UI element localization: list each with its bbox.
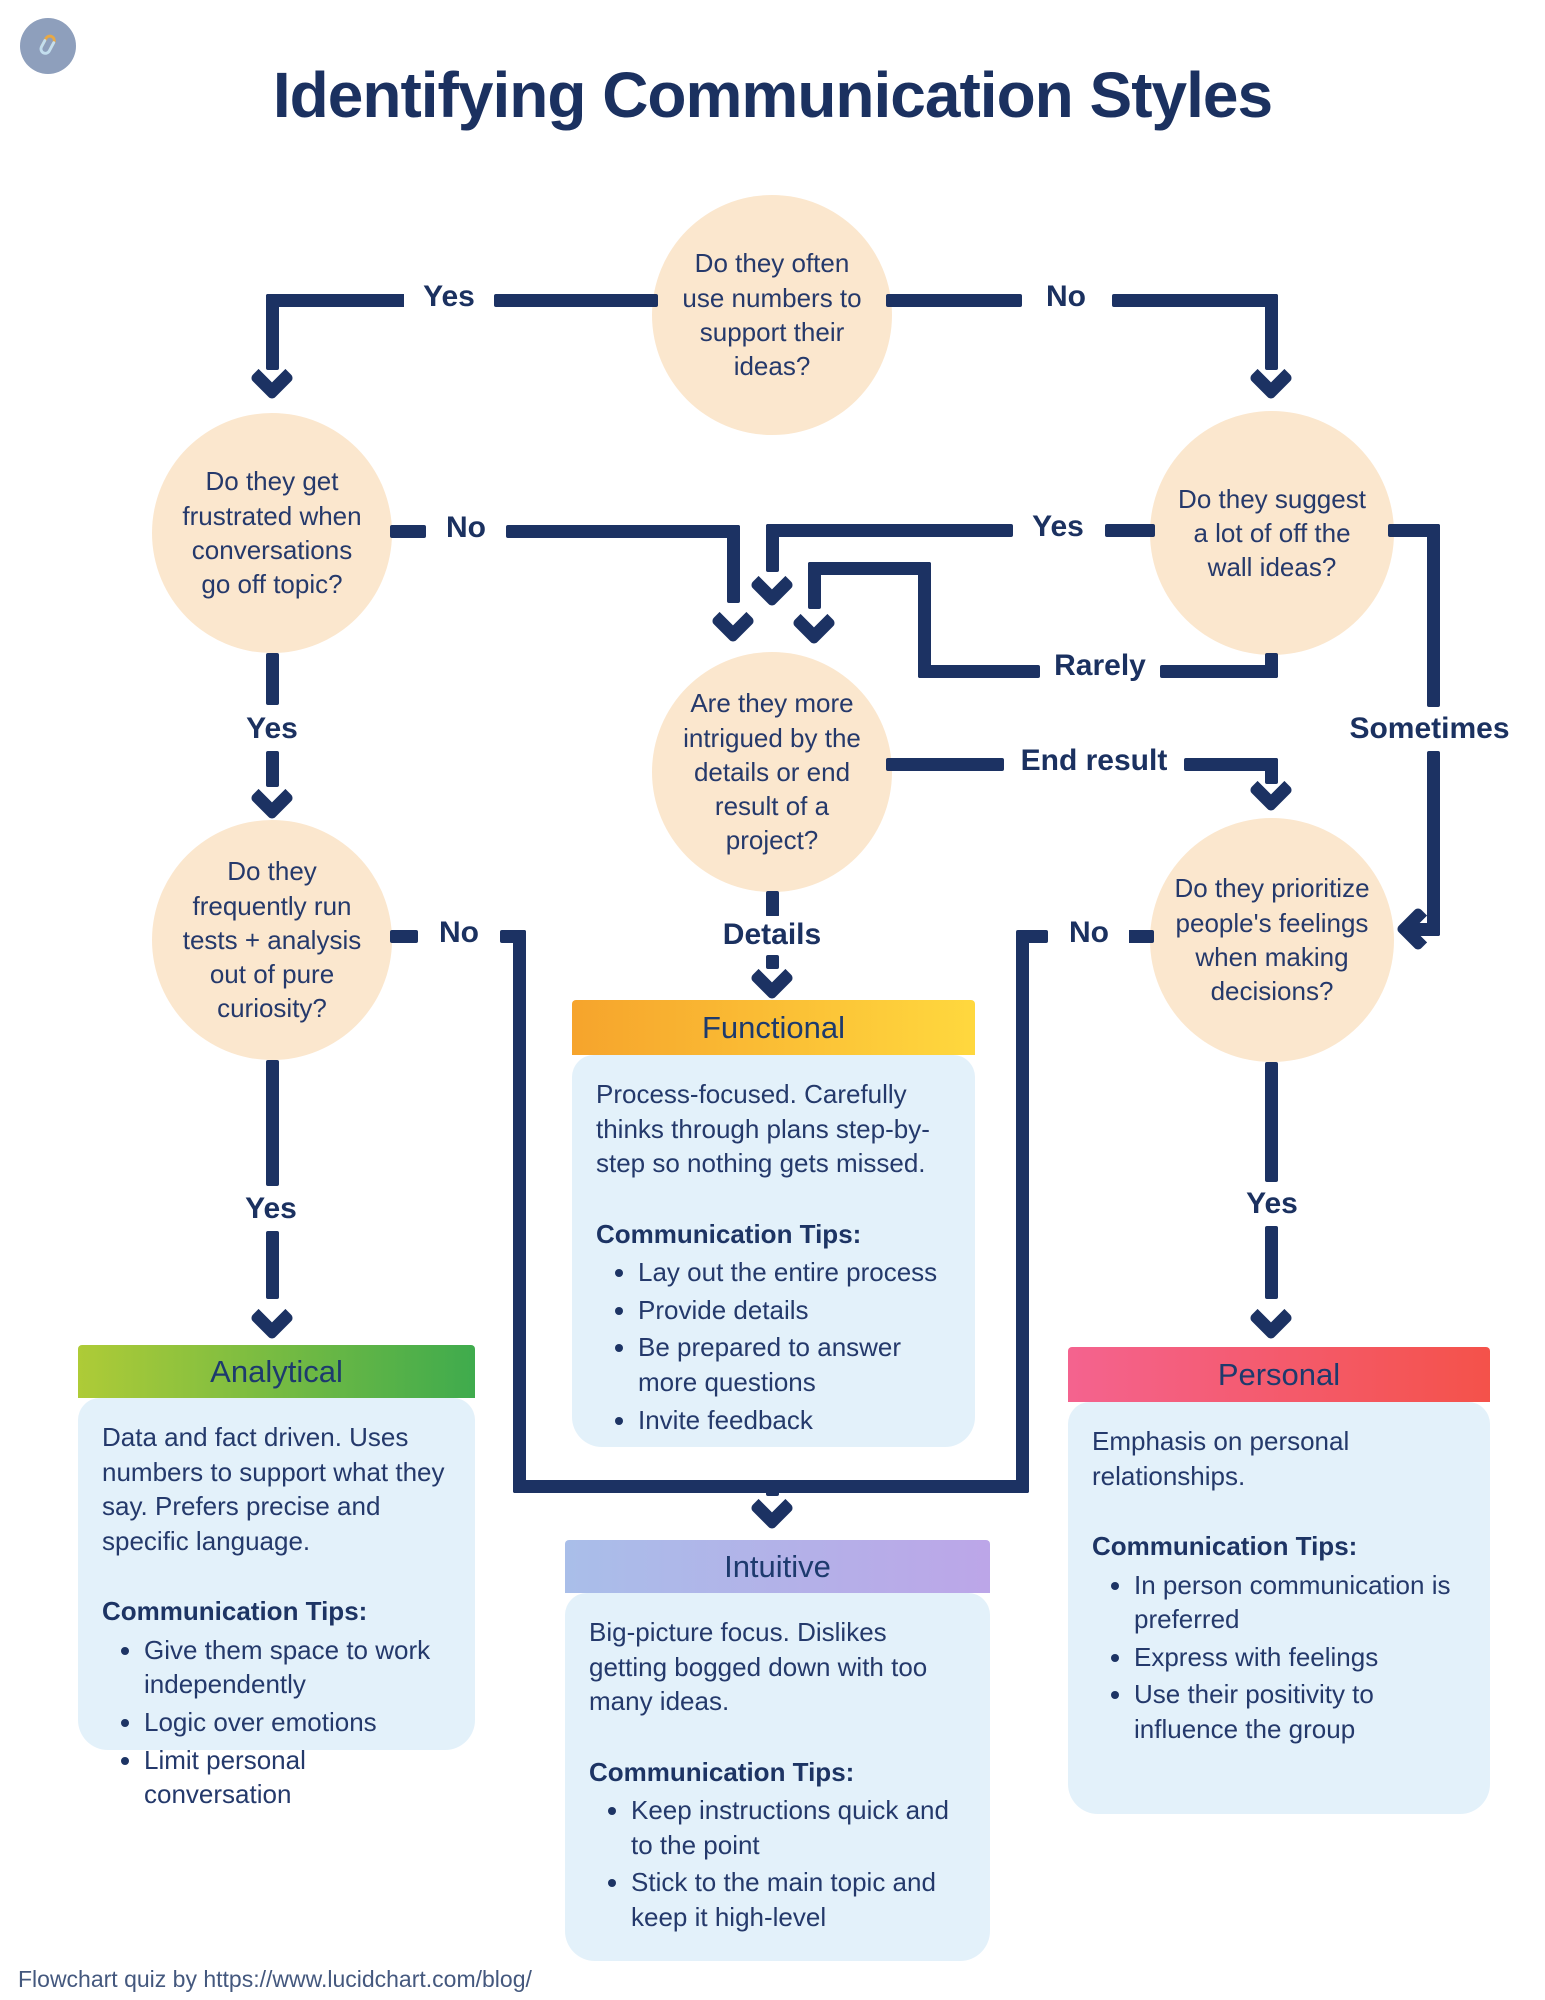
edge-label-top-no: No — [1026, 277, 1106, 317]
result-title: Personal — [1217, 1356, 1341, 1392]
connector-lower-left-no — [513, 930, 526, 1493]
question-circle-numbers — [652, 195, 892, 435]
connector-top-no — [886, 294, 1022, 307]
connector-mid-left-yes — [266, 653, 279, 705]
connector-rarely — [808, 562, 931, 575]
result-description: Process-focused. Carefully thinks through plans step-by-step so nothing gets missed. — [596, 1079, 930, 1179]
edge-label-left-no: No — [426, 508, 506, 548]
result-card-intuitive-body — [565, 1593, 990, 1961]
tip-item: • In person communication is preferred — [1134, 1568, 1466, 1637]
edge-label-sometimes: Sometimes — [1344, 709, 1515, 749]
tips-heading: Communication Tips: — [1092, 1531, 1358, 1562]
connector-rarely — [1160, 665, 1278, 678]
arrowhead-down-icon — [791, 600, 836, 645]
question-text: Do they suggest a lot of off the wall ideas? — [1178, 483, 1366, 583]
edge-label-lower-right-yes: Yes — [1227, 1184, 1317, 1224]
tips-heading: Communication Tips: — [589, 1756, 855, 1787]
edge-label-right-yes: Yes — [1013, 507, 1103, 547]
arrowhead-down-icon — [1248, 767, 1293, 812]
result-description: Big-picture focus. Dislikes getting bogged down with too many ideas. — [589, 1617, 928, 1717]
tips-list — [596, 1255, 951, 1437]
tip-item: • Provide details — [638, 1293, 951, 1328]
arrowhead-down-icon — [749, 562, 794, 607]
connector-left-no — [727, 525, 740, 603]
connector-lower-left-yes — [266, 1231, 279, 1299]
connector-end-result — [1184, 758, 1278, 771]
result-card-functional-body — [572, 1055, 975, 1447]
arrowhead-down-icon — [1248, 355, 1293, 400]
result-description: Emphasis on personal relationships. — [1092, 1426, 1350, 1491]
tips-list — [102, 1633, 451, 1812]
arrowhead-down-icon — [710, 598, 755, 643]
connector-sometimes — [1427, 751, 1440, 936]
tip-item: • Invite feedback — [638, 1403, 951, 1438]
edge-label-mid-left-yes: Yes — [227, 709, 317, 749]
result-title: Analytical — [210, 1353, 343, 1389]
connector-details — [766, 891, 779, 917]
question-text: Are they more intrigued by the details or end result of a project? — [683, 688, 861, 856]
tip-item: • Be prepared to answer more questions — [638, 1330, 951, 1399]
question-text: Do they prioritize people's feelings when making decisions? — [1174, 873, 1370, 1007]
question-circle-off-the-wall — [1150, 411, 1394, 655]
connector-right-yes — [766, 524, 1013, 537]
connector-rarely — [918, 562, 931, 678]
arrowhead-down-icon — [1248, 1295, 1293, 1340]
result-card-personal-body — [1068, 1402, 1490, 1814]
question-circle-frustrated — [152, 413, 392, 653]
tip-item: • Logic over emotions — [144, 1705, 451, 1740]
connector-left-no — [390, 525, 426, 538]
connector-lower-right-no — [1126, 930, 1154, 943]
arrowhead-down-icon — [749, 955, 794, 1000]
connector-lower-left-yes — [266, 1060, 279, 1186]
connector-end-result — [886, 758, 1004, 771]
tip-item: • Keep instructions quick and to the point — [631, 1793, 966, 1862]
tip-item: • Limit personal conversation — [144, 1743, 451, 1812]
edge-label-lower-left-yes: Yes — [226, 1189, 316, 1229]
connector-lower-right-no — [1016, 930, 1029, 1493]
tips-heading: Communication Tips: — [102, 1596, 368, 1627]
tip-item: • Stick to the main topic and keep it high-level — [631, 1865, 966, 1934]
result-description: Data and fact driven. Uses numbers to support what they say. Prefers precise and specific language. — [102, 1422, 445, 1556]
connector-lower-right-yes — [1265, 1062, 1278, 1182]
question-text: Do they frequently run tests + analysis out of pure curiosity? — [182, 856, 362, 1024]
connector-right-yes — [1105, 524, 1155, 537]
result-title: Intuitive — [724, 1548, 831, 1584]
arrowhead-down-icon — [249, 1295, 294, 1340]
connector-lower-right-yes — [1265, 1226, 1278, 1299]
connector-lower-left-no — [390, 930, 418, 943]
result-title: Functional — [701, 1009, 846, 1045]
question-circle-feelings — [1150, 818, 1394, 1062]
tips-list — [1092, 1568, 1466, 1747]
question-text: Do they get frustrated when conversations go off topic? — [182, 466, 362, 600]
edge-label-rarely: Rarely — [1040, 646, 1160, 686]
tip-item: • Lay out the entire process — [638, 1255, 951, 1290]
connector-rarely — [918, 665, 1040, 678]
result-card-personal-header — [1068, 1347, 1490, 1402]
edge-label-end-result: End result — [1004, 741, 1184, 781]
connector-top-yes — [494, 294, 658, 307]
result-card-functional-header — [572, 1000, 975, 1055]
connector-left-no — [506, 525, 740, 538]
arrowhead-down-icon — [249, 775, 294, 820]
question-circle-details-or-end — [652, 652, 892, 892]
page-title: Identifying Communication Styles — [272, 59, 1273, 131]
connector-top-no — [1112, 294, 1278, 307]
tip-item: • Give them space to work independently — [144, 1633, 451, 1702]
tips-heading: Communication Tips: — [596, 1218, 862, 1249]
arrowhead-down-icon — [249, 355, 294, 400]
connector-top-yes — [266, 294, 412, 307]
edge-label-details: Details — [702, 916, 842, 954]
edge-label-top-yes: Yes — [404, 277, 494, 317]
edge-label-lower-left-no: No — [419, 913, 499, 953]
attribution-text: Flowchart quiz by https://www.lucidchart.com/blog/ — [18, 1966, 532, 1992]
edge-label-lower-right-no: No — [1049, 913, 1129, 953]
question-text: Do they often use numbers to support their ideas? — [682, 248, 862, 382]
question-circle-run-tests — [152, 820, 392, 1060]
result-card-analytical-header — [78, 1345, 475, 1398]
tips-list — [589, 1793, 966, 1934]
result-card-intuitive-header — [565, 1540, 990, 1593]
result-card-analytical-body — [78, 1398, 475, 1810]
connector-sometimes — [1427, 524, 1440, 707]
tip-item: • Use their positivity to influence the group — [1134, 1677, 1466, 1746]
tip-item: • Express with feelings — [1134, 1640, 1466, 1675]
